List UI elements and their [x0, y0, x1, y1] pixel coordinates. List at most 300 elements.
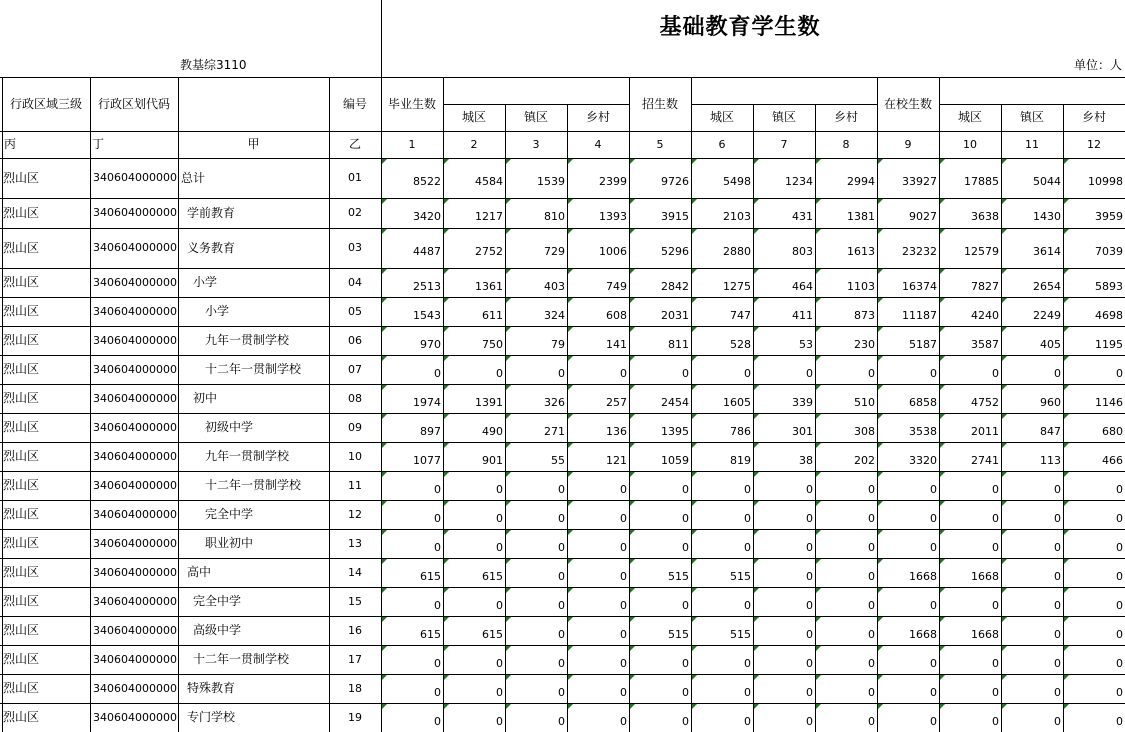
- green-corner-marker: [1064, 704, 1069, 709]
- value-cell: 11187: [902, 309, 937, 322]
- green-corner-marker: [1002, 443, 1007, 448]
- value-cell: 0: [806, 599, 813, 612]
- green-corner-marker: [630, 617, 635, 622]
- value-cell: 515: [668, 628, 689, 641]
- value-cell: 0: [434, 483, 441, 496]
- row-id-cell: 05: [348, 305, 362, 318]
- item-name-cell: 小学: [193, 275, 218, 289]
- index-bing: 丙: [4, 137, 17, 151]
- value-cell: 0: [1116, 657, 1123, 670]
- value-cell: 113: [1040, 454, 1061, 467]
- green-corner-marker: [1064, 229, 1069, 234]
- green-corner-marker: [630, 501, 635, 506]
- value-cell: 2842: [661, 280, 689, 293]
- value-cell: 0: [992, 367, 999, 380]
- green-corner-marker: [630, 443, 635, 448]
- green-corner-marker: [1002, 159, 1007, 164]
- value-cell: 2454: [661, 396, 689, 409]
- value-cell: 405: [1040, 338, 1061, 351]
- green-corner-marker: [940, 646, 945, 651]
- green-corner-marker: [754, 559, 759, 564]
- index-yi: 乙: [348, 137, 361, 151]
- green-corner-marker: [940, 443, 945, 448]
- green-corner-marker: [382, 617, 387, 622]
- value-cell: 490: [482, 425, 503, 438]
- value-cell: 0: [434, 599, 441, 612]
- value-cell: 2031: [661, 309, 689, 322]
- green-corner-marker: [506, 472, 511, 477]
- row-id-cell: 12: [348, 508, 362, 521]
- green-corner-marker: [940, 269, 945, 274]
- green-corner-marker: [940, 472, 945, 477]
- index-col-7: 7: [780, 138, 788, 151]
- green-corner-marker: [444, 588, 449, 593]
- green-corner-marker: [382, 704, 387, 709]
- green-corner-marker: [692, 704, 697, 709]
- green-corner-marker: [506, 675, 511, 680]
- region-code-cell: 340604000000: [93, 334, 177, 347]
- green-corner-marker: [878, 646, 883, 651]
- green-corner-marker: [940, 704, 945, 709]
- green-corner-marker: [382, 385, 387, 390]
- green-corner-marker: [940, 414, 945, 419]
- green-corner-marker: [444, 327, 449, 332]
- value-cell: 0: [1116, 483, 1123, 496]
- green-corner-marker: [754, 704, 759, 709]
- value-cell: 1103: [847, 280, 875, 293]
- green-corner-marker: [568, 443, 573, 448]
- row-id-cell: 16: [348, 624, 362, 637]
- region-cell: 烈山区: [3, 478, 40, 492]
- value-cell: 0: [496, 367, 503, 380]
- value-cell: 0: [620, 686, 627, 699]
- green-corner-marker: [444, 530, 449, 535]
- value-cell: 510: [854, 396, 875, 409]
- value-cell: 749: [606, 280, 627, 293]
- region-cell: 烈山区: [3, 710, 40, 724]
- green-corner-marker: [630, 298, 635, 303]
- region-code-cell: 340604000000: [93, 508, 177, 521]
- green-corner-marker: [506, 704, 511, 709]
- value-cell: 0: [496, 599, 503, 612]
- value-cell: 5296: [661, 245, 689, 258]
- green-corner-marker: [878, 327, 883, 332]
- value-cell: 339: [792, 396, 813, 409]
- value-cell: 0: [434, 657, 441, 670]
- region-cell: 烈山区: [3, 681, 40, 695]
- green-corner-marker: [568, 356, 573, 361]
- green-corner-marker: [1002, 704, 1007, 709]
- value-cell: 0: [744, 686, 751, 699]
- value-cell: 121: [606, 454, 627, 467]
- value-cell: 1605: [723, 396, 751, 409]
- green-corner-marker: [816, 704, 821, 709]
- value-cell: 0: [558, 541, 565, 554]
- index-col-6: 6: [718, 138, 726, 151]
- region-cell: 烈山区: [3, 420, 40, 434]
- index-col-9: 9: [904, 138, 912, 151]
- green-corner-marker: [568, 269, 573, 274]
- value-cell: 0: [434, 715, 441, 728]
- value-cell: 230: [854, 338, 875, 351]
- value-cell: 0: [1116, 367, 1123, 380]
- value-cell: 0: [434, 512, 441, 525]
- header-town: 镇区: [523, 110, 548, 124]
- value-cell: 55: [551, 454, 565, 467]
- value-cell: 2399: [599, 175, 627, 188]
- green-corner-marker: [816, 229, 821, 234]
- green-corner-marker: [444, 356, 449, 361]
- green-corner-marker: [506, 617, 511, 622]
- value-cell: 466: [1102, 454, 1123, 467]
- row-id-cell: 03: [348, 241, 362, 254]
- green-corner-marker: [1064, 646, 1069, 651]
- green-corner-marker: [444, 559, 449, 564]
- green-corner-marker: [630, 704, 635, 709]
- green-corner-marker: [878, 199, 883, 204]
- item-name-cell: 职业初中: [205, 536, 254, 550]
- value-cell: 257: [606, 396, 627, 409]
- green-corner-marker: [878, 530, 883, 535]
- item-name-cell: 高中: [187, 565, 212, 579]
- value-cell: 0: [868, 512, 875, 525]
- value-cell: 0: [558, 599, 565, 612]
- green-corner-marker: [692, 617, 697, 622]
- green-corner-marker: [878, 588, 883, 593]
- green-corner-marker: [506, 385, 511, 390]
- value-cell: 403: [544, 280, 565, 293]
- green-corner-marker: [630, 356, 635, 361]
- value-cell: 0: [682, 715, 689, 728]
- green-corner-marker: [1002, 327, 1007, 332]
- green-corner-marker: [754, 646, 759, 651]
- value-cell: 0: [806, 715, 813, 728]
- green-corner-marker: [630, 472, 635, 477]
- green-corner-marker: [692, 159, 697, 164]
- value-cell: 0: [806, 512, 813, 525]
- green-corner-marker: [692, 443, 697, 448]
- value-cell: 786: [730, 425, 751, 438]
- row-id-cell: 18: [348, 682, 362, 695]
- row-id-cell: 06: [348, 334, 362, 347]
- green-corner-marker: [878, 617, 883, 622]
- value-cell: 0: [620, 715, 627, 728]
- green-corner-marker: [630, 646, 635, 651]
- green-corner-marker: [940, 501, 945, 506]
- region-cell: 烈山区: [3, 623, 40, 637]
- value-cell: 0: [992, 715, 999, 728]
- value-cell: 0: [930, 686, 937, 699]
- value-cell: 53: [799, 338, 813, 351]
- value-cell: 0: [744, 541, 751, 554]
- green-corner-marker: [1064, 472, 1069, 477]
- green-corner-marker: [506, 588, 511, 593]
- value-cell: 1395: [661, 425, 689, 438]
- green-corner-marker: [444, 385, 449, 390]
- region-code-cell: 340604000000: [93, 450, 177, 463]
- value-cell: 1059: [661, 454, 689, 467]
- value-cell: 141: [606, 338, 627, 351]
- value-cell: 202: [854, 454, 875, 467]
- value-cell: 729: [544, 245, 565, 258]
- value-cell: 5498: [723, 175, 751, 188]
- value-cell: 1006: [599, 245, 627, 258]
- index-col-2: 2: [470, 138, 478, 151]
- green-corner-marker: [1064, 588, 1069, 593]
- header-region3: 行政区域三级: [9, 97, 82, 111]
- value-cell: 1974: [413, 396, 441, 409]
- value-cell: 0: [868, 570, 875, 583]
- green-corner-marker: [382, 530, 387, 535]
- value-cell: 0: [868, 715, 875, 728]
- green-corner-marker: [382, 646, 387, 651]
- value-cell: 2880: [723, 245, 751, 258]
- green-corner-marker: [568, 159, 573, 164]
- value-cell: 0: [992, 541, 999, 554]
- region-code-cell: 340604000000: [93, 711, 177, 724]
- green-corner-marker: [506, 327, 511, 332]
- green-corner-marker: [382, 327, 387, 332]
- green-corner-marker: [754, 199, 759, 204]
- green-corner-marker: [816, 159, 821, 164]
- green-corner-marker: [568, 588, 573, 593]
- value-cell: 12579: [964, 245, 999, 258]
- green-corner-marker: [444, 472, 449, 477]
- green-corner-marker: [754, 356, 759, 361]
- row-id-cell: 14: [348, 566, 362, 579]
- value-cell: 2752: [475, 245, 503, 258]
- green-corner-marker: [816, 472, 821, 477]
- green-corner-marker: [1002, 646, 1007, 651]
- green-corner-marker: [940, 327, 945, 332]
- value-cell: 0: [806, 367, 813, 380]
- green-corner-marker: [940, 298, 945, 303]
- value-cell: 431: [792, 210, 813, 223]
- green-corner-marker: [630, 327, 635, 332]
- green-corner-marker: [1064, 617, 1069, 622]
- value-cell: 0: [558, 715, 565, 728]
- value-cell: 0: [744, 599, 751, 612]
- value-cell: 2654: [1033, 280, 1061, 293]
- value-cell: 9726: [661, 175, 689, 188]
- green-corner-marker: [382, 298, 387, 303]
- value-cell: 0: [930, 599, 937, 612]
- value-cell: 0: [620, 483, 627, 496]
- value-cell: 615: [482, 570, 503, 583]
- green-corner-marker: [754, 159, 759, 164]
- item-name-cell: 义务教育: [187, 241, 236, 255]
- form-code: 教基综3110: [180, 58, 247, 72]
- value-cell: 611: [482, 309, 503, 322]
- green-corner-marker: [506, 269, 511, 274]
- green-corner-marker: [1064, 414, 1069, 419]
- row-id-cell: 04: [348, 276, 362, 289]
- green-corner-marker: [382, 472, 387, 477]
- region-cell: 烈山区: [3, 536, 40, 550]
- green-corner-marker: [630, 675, 635, 680]
- green-corner-marker: [630, 559, 635, 564]
- green-corner-marker: [382, 356, 387, 361]
- value-cell: 0: [1054, 715, 1061, 728]
- green-corner-marker: [444, 646, 449, 651]
- value-cell: 1430: [1033, 210, 1061, 223]
- green-corner-marker: [878, 356, 883, 361]
- value-cell: 0: [930, 367, 937, 380]
- item-name-cell: 高级中学: [193, 623, 242, 637]
- green-corner-marker: [506, 199, 511, 204]
- value-cell: 0: [1054, 686, 1061, 699]
- green-corner-marker: [692, 530, 697, 535]
- green-corner-marker: [878, 472, 883, 477]
- green-corner-marker: [754, 530, 759, 535]
- value-cell: 326: [544, 396, 565, 409]
- green-corner-marker: [816, 501, 821, 506]
- value-cell: 0: [930, 483, 937, 496]
- value-cell: 6858: [909, 396, 937, 409]
- value-cell: 0: [868, 657, 875, 670]
- header-rural: 乡村: [585, 110, 610, 124]
- value-cell: 0: [1116, 686, 1123, 699]
- value-cell: 0: [558, 512, 565, 525]
- green-corner-marker: [878, 559, 883, 564]
- row-id-cell: 13: [348, 537, 362, 550]
- value-cell: 4487: [413, 245, 441, 258]
- green-corner-marker: [816, 356, 821, 361]
- item-name-cell: 初级中学: [205, 420, 254, 434]
- header-town: 镇区: [771, 110, 796, 124]
- grid-line-v: [381, 0, 382, 78]
- green-corner-marker: [382, 269, 387, 274]
- green-corner-marker: [1064, 501, 1069, 506]
- green-corner-marker: [444, 443, 449, 448]
- value-cell: 528: [730, 338, 751, 351]
- value-cell: 1668: [909, 628, 937, 641]
- value-cell: 803: [792, 245, 813, 258]
- value-cell: 1391: [475, 396, 503, 409]
- header-town: 镇区: [1019, 110, 1044, 124]
- green-corner-marker: [506, 159, 511, 164]
- value-cell: 1146: [1095, 396, 1123, 409]
- green-corner-marker: [444, 199, 449, 204]
- value-cell: 3587: [971, 338, 999, 351]
- value-cell: 0: [620, 512, 627, 525]
- value-cell: 0: [682, 686, 689, 699]
- value-cell: 0: [682, 657, 689, 670]
- value-cell: 0: [744, 367, 751, 380]
- green-corner-marker: [692, 472, 697, 477]
- value-cell: 2103: [723, 210, 751, 223]
- value-cell: 0: [434, 367, 441, 380]
- green-corner-marker: [940, 588, 945, 593]
- value-cell: 1393: [599, 210, 627, 223]
- value-cell: 0: [868, 483, 875, 496]
- green-corner-marker: [754, 414, 759, 419]
- value-cell: 0: [1054, 367, 1061, 380]
- green-corner-marker: [382, 588, 387, 593]
- green-corner-marker: [878, 675, 883, 680]
- index-col-5: 5: [656, 138, 664, 151]
- green-corner-marker: [754, 385, 759, 390]
- value-cell: 411: [792, 309, 813, 322]
- value-cell: 0: [806, 570, 813, 583]
- green-corner-marker: [816, 385, 821, 390]
- value-cell: 33927: [902, 175, 937, 188]
- green-corner-marker: [444, 298, 449, 303]
- green-corner-marker: [1064, 159, 1069, 164]
- green-corner-marker: [692, 356, 697, 361]
- value-cell: 0: [1116, 570, 1123, 583]
- index-col-4: 4: [594, 138, 602, 151]
- green-corner-marker: [754, 472, 759, 477]
- value-cell: 0: [1116, 599, 1123, 612]
- green-corner-marker: [1064, 385, 1069, 390]
- value-cell: 464: [792, 280, 813, 293]
- region-cell: 烈山区: [3, 507, 40, 521]
- green-corner-marker: [444, 159, 449, 164]
- value-cell: 0: [744, 512, 751, 525]
- region-code-cell: 340604000000: [93, 479, 177, 492]
- green-corner-marker: [1002, 617, 1007, 622]
- value-cell: 3538: [909, 425, 937, 438]
- value-cell: 747: [730, 309, 751, 322]
- green-corner-marker: [692, 385, 697, 390]
- value-cell: 0: [1054, 512, 1061, 525]
- green-corner-marker: [444, 675, 449, 680]
- green-corner-marker: [630, 385, 635, 390]
- region-cell: 烈山区: [3, 275, 40, 289]
- green-corner-marker: [692, 199, 697, 204]
- value-cell: 2249: [1033, 309, 1061, 322]
- item-name-cell: 十二年一贯制学校: [205, 478, 302, 492]
- green-corner-marker: [754, 269, 759, 274]
- value-cell: 1077: [413, 454, 441, 467]
- green-corner-marker: [630, 588, 635, 593]
- green-corner-marker: [816, 414, 821, 419]
- green-corner-marker: [692, 588, 697, 593]
- value-cell: 0: [806, 657, 813, 670]
- green-corner-marker: [568, 199, 573, 204]
- region-code-cell: 340604000000: [93, 305, 177, 318]
- value-cell: 0: [868, 686, 875, 699]
- green-corner-marker: [1002, 675, 1007, 680]
- green-corner-marker: [940, 159, 945, 164]
- green-corner-marker: [878, 501, 883, 506]
- value-cell: 0: [806, 686, 813, 699]
- region-code-cell: 340604000000: [93, 241, 177, 254]
- green-corner-marker: [940, 385, 945, 390]
- green-corner-marker: [1064, 559, 1069, 564]
- green-corner-marker: [382, 675, 387, 680]
- value-cell: 0: [1116, 541, 1123, 554]
- value-cell: 0: [1054, 628, 1061, 641]
- value-cell: 0: [1116, 628, 1123, 641]
- green-corner-marker: [630, 229, 635, 234]
- value-cell: 79: [551, 338, 565, 351]
- green-corner-marker: [1064, 443, 1069, 448]
- green-corner-marker: [878, 385, 883, 390]
- green-corner-marker: [1002, 199, 1007, 204]
- value-cell: 0: [992, 483, 999, 496]
- green-corner-marker: [940, 675, 945, 680]
- value-cell: 0: [930, 657, 937, 670]
- green-corner-marker: [506, 229, 511, 234]
- value-cell: 0: [868, 541, 875, 554]
- green-corner-marker: [444, 414, 449, 419]
- value-cell: 271: [544, 425, 565, 438]
- green-corner-marker: [1064, 530, 1069, 535]
- region-code-cell: 340604000000: [93, 363, 177, 376]
- value-cell: 0: [1054, 483, 1061, 496]
